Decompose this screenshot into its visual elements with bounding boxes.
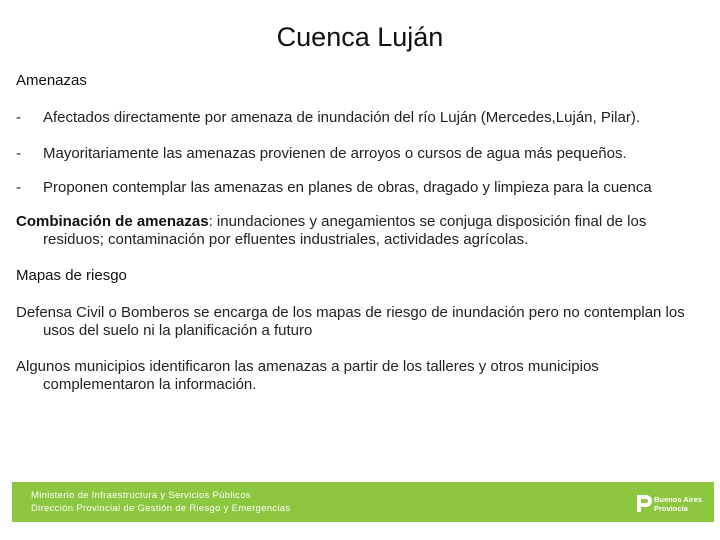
page-title: Cuenca Luján [276, 22, 444, 52]
footer-ministry: Ministerio de Infraestructura y Servicios Públicos [31, 490, 251, 501]
bullet-text: Proponen contemplar las amenazas en planes de obras, dragado y limpieza para la cuenca [43, 179, 652, 196]
bullet-text: Mayoritariamente las amenazas provienen de arroyos o cursos de agua más pequeños. [43, 145, 627, 162]
buenos-aires-provincia-logo-icon [634, 492, 654, 514]
mapas-paragraph: Algunos municipios identificaron las amenazas a partir de los talleres y otros municipios complementaron la información. [16, 358, 599, 393]
combinacion-paragraph [16, 213, 708, 249]
combinacion-label: Combinación de amenazas [16, 213, 209, 230]
bullet-text: Afectados directamente por amenaza de inundación del río Luján (Mercedes,Luján, Pilar). [43, 109, 641, 126]
logo-line1: Buenos Aires [654, 495, 703, 504]
combinacion-text: : inundaciones y anegamientos se conjuga disposición final de los residuos; contaminación por efluentes industriales, actividades agrícolas. [43, 213, 647, 248]
logo-text [654, 495, 702, 513]
bullet-dash: - [16, 179, 21, 196]
footer-directorate: Dirección Provincial de Gestión de Riesgo y Emergencias [31, 503, 291, 514]
bullet-dash: - [16, 109, 21, 126]
mapas-heading: Mapas de riesgo [16, 267, 127, 284]
mapas-paragraph: Defensa Civil o Bomberos se encarga de los mapas de riesgo de inundación pero no contemplan los usos del suelo ni la planificación a futuro [16, 304, 685, 339]
footer-banner [12, 482, 714, 522]
amenazas-heading: Amenazas [16, 72, 87, 89]
bullet-dash: - [16, 145, 21, 162]
logo-line2: Provincia [654, 504, 688, 513]
